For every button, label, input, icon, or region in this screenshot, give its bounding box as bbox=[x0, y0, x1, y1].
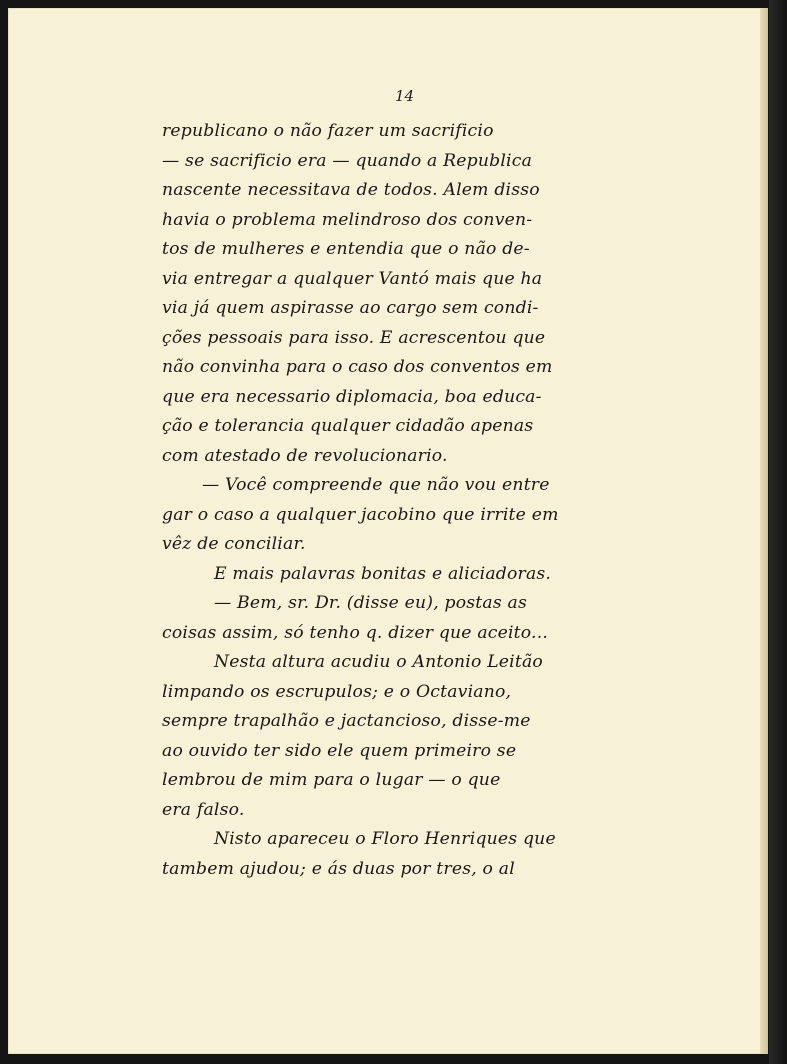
text-line: nascente necessitava de todos. Alem disso bbox=[162, 180, 540, 200]
text-line: gar o caso a qualquer jacobino que irrite em bbox=[162, 504, 559, 525]
text-line: limpando os escrupulos; e o Octaviano, bbox=[162, 681, 512, 702]
text-line: Nisto apareceu o Floro Henriques que bbox=[214, 829, 556, 849]
scan-border-right bbox=[769, 0, 787, 1064]
text-line: não convinha para o caso dos conventos em bbox=[162, 357, 553, 377]
text-line: — se sacrificio era — quando a Republica bbox=[162, 150, 533, 171]
text-line: com atestado de revolucionario. bbox=[162, 445, 448, 466]
handwritten-text-block bbox=[162, 117, 682, 884]
text-line: sempre trapalhão e jactancioso, disse-me bbox=[162, 711, 531, 731]
text-line: E mais palavras bonitas e aliciadoras. bbox=[214, 563, 552, 584]
text-line: Nesta altura acudiu o Antonio Leitão bbox=[214, 652, 543, 672]
text-line: — Bem, sr. Dr. (disse eu), postas as bbox=[214, 593, 528, 613]
text-line: tambem ajudou; e ás duas por tres, o al bbox=[162, 858, 515, 879]
text-line: vêz de conciliar. bbox=[162, 534, 306, 554]
page-number: 14 bbox=[395, 87, 415, 105]
text-line: republicano o não fazer um sacrificio bbox=[162, 121, 494, 141]
text-line: lembrou de mim para o lugar — o que bbox=[162, 770, 501, 790]
text-line: via entregar a qualquer Vantó mais que ha bbox=[162, 268, 543, 289]
text-line: era falso. bbox=[162, 799, 245, 820]
text-line: ção e tolerancia qualquer cidadão apenas bbox=[162, 416, 534, 436]
page-edge-shadow bbox=[760, 8, 768, 1054]
text-line: — Você compreende que não vou entre bbox=[202, 475, 550, 495]
text-line: coisas assim, só tenho q. dizer que aceito... bbox=[162, 622, 549, 643]
text-line: que era necessario diplomacia, boa educa- bbox=[162, 386, 542, 407]
text-line: via já quem aspirasse ao cargo sem condi- bbox=[162, 298, 539, 318]
text-line: ções pessoais para isso. E acrescentou que bbox=[162, 327, 546, 348]
text-line: havia o problema melindroso dos conven- bbox=[162, 209, 533, 230]
text-line: tos de mulheres e entendia que o não de- bbox=[162, 239, 530, 259]
text-line: ao ouvido ter sido ele quem primeiro se bbox=[162, 740, 517, 761]
